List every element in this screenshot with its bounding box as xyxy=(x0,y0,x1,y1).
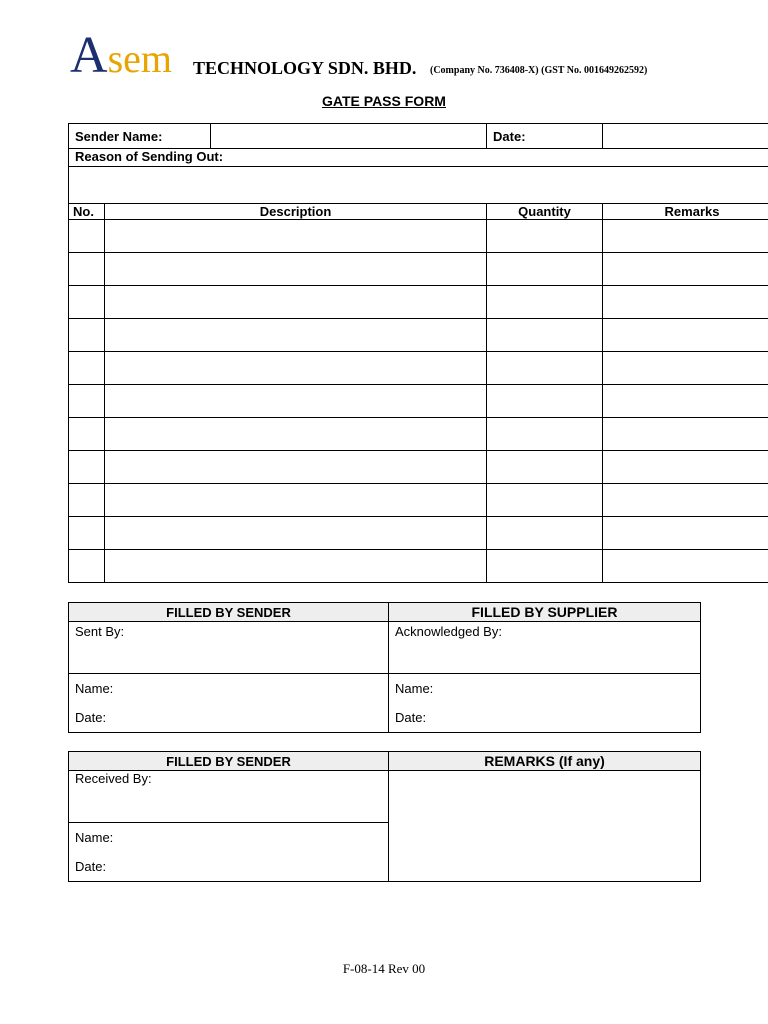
received-by-label: Received By: xyxy=(75,771,152,786)
company-name: TECHNOLOGY SDN. BHD. xyxy=(193,58,417,78)
item-remarks-cell[interactable] xyxy=(603,286,768,319)
acknowledged-by-field[interactable] xyxy=(389,622,701,674)
date-label: Date: xyxy=(487,124,603,149)
logo-letter-a: A xyxy=(70,27,108,84)
item-no-cell[interactable] xyxy=(69,418,105,451)
filled-by-sender-header: FILLED BY SENDER xyxy=(69,603,389,622)
receiver-name-date-field[interactable] xyxy=(69,823,389,882)
col-header-no: No. xyxy=(69,204,105,220)
item-quantity-cell[interactable] xyxy=(487,319,603,352)
item-row xyxy=(69,484,768,517)
supplier-name-label: Name: xyxy=(395,681,434,696)
item-no-cell[interactable] xyxy=(69,550,105,583)
column-header-row xyxy=(69,204,768,220)
item-quantity-cell[interactable] xyxy=(487,484,603,517)
item-row xyxy=(69,385,768,418)
item-no-cell[interactable] xyxy=(69,253,105,286)
item-remarks-cell[interactable] xyxy=(603,418,768,451)
item-description-cell[interactable] xyxy=(105,352,487,385)
item-description-cell[interactable] xyxy=(105,451,487,484)
item-row xyxy=(69,253,768,286)
item-no-cell[interactable] xyxy=(69,352,105,385)
receiver-date-label: Date: xyxy=(75,859,107,874)
item-row xyxy=(69,220,768,253)
item-quantity-cell[interactable] xyxy=(487,253,603,286)
logo-text-sem: sem xyxy=(107,36,172,81)
reason-label: Reason of Sending Out: xyxy=(69,149,768,167)
item-quantity-cell[interactable] xyxy=(487,352,603,385)
item-no-cell[interactable] xyxy=(69,385,105,418)
item-remarks-cell[interactable] xyxy=(603,517,768,550)
form-title: GATE PASS FORM xyxy=(322,93,446,109)
item-remarks-cell[interactable] xyxy=(603,484,768,517)
item-no-cell[interactable] xyxy=(69,451,105,484)
sender-supplier-signoff xyxy=(68,602,701,733)
supplier-name-date-field[interactable] xyxy=(389,674,701,733)
item-description-cell[interactable] xyxy=(105,484,487,517)
item-quantity-cell[interactable] xyxy=(487,385,603,418)
received-by-field[interactable] xyxy=(69,771,389,823)
item-no-cell[interactable] xyxy=(69,286,105,319)
item-quantity-cell[interactable] xyxy=(487,220,603,253)
item-quantity-cell[interactable] xyxy=(487,517,603,550)
item-no-cell[interactable] xyxy=(69,220,105,253)
company-registration: (Company No. 736408-X) (GST No. 001649262592) xyxy=(430,65,648,76)
item-quantity-cell[interactable] xyxy=(487,418,603,451)
item-quantity-cell[interactable] xyxy=(487,286,603,319)
item-quantity-cell[interactable] xyxy=(487,451,603,484)
item-no-cell[interactable] xyxy=(69,319,105,352)
filled-by-supplier-header: FILLED BY SUPPLIER xyxy=(389,603,701,622)
item-row xyxy=(69,451,768,484)
item-remarks-cell[interactable] xyxy=(603,385,768,418)
item-remarks-cell[interactable] xyxy=(603,451,768,484)
company-logo xyxy=(70,27,172,84)
filled-by-sender-header-2: FILLED BY SENDER xyxy=(69,752,389,771)
receiver-name-label: Name: xyxy=(75,830,114,845)
item-description-cell[interactable] xyxy=(105,253,487,286)
receipt-remarks-signoff xyxy=(68,751,701,882)
reason-field[interactable] xyxy=(69,167,768,204)
item-row xyxy=(69,418,768,451)
item-description-cell[interactable] xyxy=(105,385,487,418)
date-field[interactable] xyxy=(603,124,768,149)
sender-name-label: Sender Name: xyxy=(69,124,211,149)
item-no-cell[interactable] xyxy=(69,517,105,550)
item-row xyxy=(69,319,768,352)
item-description-cell[interactable] xyxy=(105,286,487,319)
item-row xyxy=(69,517,768,550)
item-remarks-cell[interactable] xyxy=(603,352,768,385)
supplier-date-label: Date: xyxy=(395,710,427,725)
col-header-quantity: Quantity xyxy=(487,204,603,220)
sender-name-label: Name: xyxy=(75,681,114,696)
sender-name-date-field[interactable] xyxy=(69,674,389,733)
item-remarks-cell[interactable] xyxy=(603,253,768,286)
item-remarks-cell[interactable] xyxy=(603,220,768,253)
gate-pass-table xyxy=(68,123,768,583)
item-remarks-cell[interactable] xyxy=(603,319,768,352)
item-row xyxy=(69,352,768,385)
sent-by-field[interactable] xyxy=(69,622,389,674)
item-description-cell[interactable] xyxy=(105,220,487,253)
item-description-cell[interactable] xyxy=(105,517,487,550)
item-description-cell[interactable] xyxy=(105,550,487,583)
item-description-cell[interactable] xyxy=(105,418,487,451)
item-description-cell[interactable] xyxy=(105,319,487,352)
col-header-description: Description xyxy=(105,204,487,220)
item-remarks-cell[interactable] xyxy=(603,550,768,583)
item-row xyxy=(69,550,768,583)
remarks-field[interactable] xyxy=(389,771,701,882)
sender-name-field[interactable] xyxy=(211,124,487,149)
item-no-cell[interactable] xyxy=(69,484,105,517)
item-quantity-cell[interactable] xyxy=(487,550,603,583)
remarks-if-any-header: REMARKS (If any) xyxy=(389,752,701,771)
col-header-remarks: Remarks xyxy=(603,204,768,220)
acknowledged-by-label: Acknowledged By: xyxy=(395,624,502,639)
sent-by-label: Sent By: xyxy=(75,624,125,639)
item-row xyxy=(69,286,768,319)
document-code: F-08-14 Rev 00 xyxy=(342,961,426,976)
sender-date-label: Date: xyxy=(75,710,107,725)
